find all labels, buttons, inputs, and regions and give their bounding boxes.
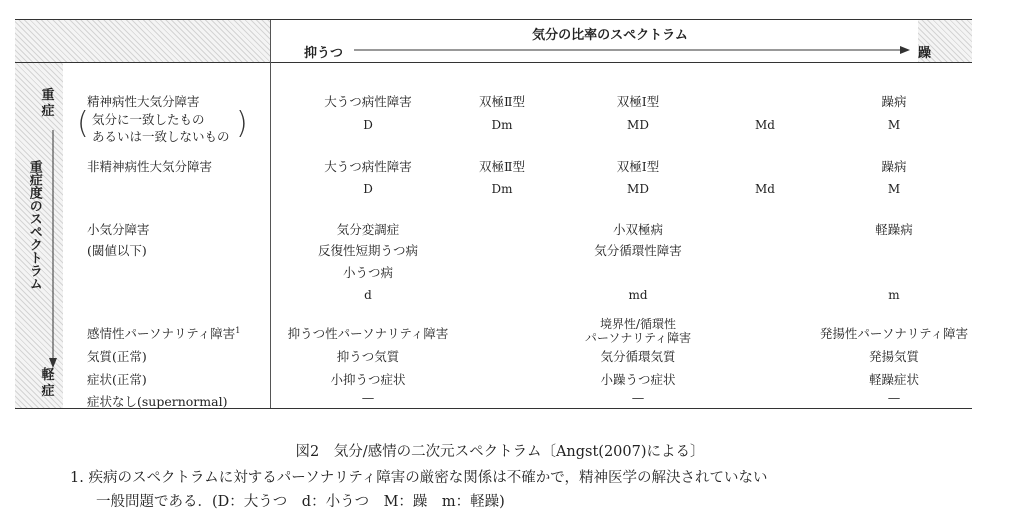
top-rule bbox=[15, 19, 972, 20]
psychotic-bp1: 双極Ⅰ型 bbox=[616, 94, 660, 109]
header-divider bbox=[270, 20, 271, 408]
minor-rbd: 反復性短期うつ病 bbox=[317, 243, 419, 258]
figure-caption: 図2 気分/感情の二次元スペクトラム〔Angst(2007)による〕 bbox=[295, 444, 705, 460]
minor-cyclothymia: 気分循環性障害 bbox=[594, 243, 682, 258]
nonpsychotic-code-D: D bbox=[363, 182, 373, 196]
minor-code-m: m bbox=[888, 288, 900, 302]
psychotic-code-M: M bbox=[887, 118, 901, 132]
row-minor-label: 小気分障害 bbox=[87, 222, 150, 237]
minor-bipolar: 小双極病 bbox=[612, 222, 664, 237]
minor-code-md: md bbox=[628, 288, 648, 302]
psychotic-mania: 躁病 bbox=[881, 94, 907, 109]
personality-borderline: 境界性/循環性 bbox=[599, 317, 677, 331]
header-right-label: 躁 bbox=[918, 46, 932, 61]
row-symptom-label: 症状(正常) bbox=[87, 372, 147, 387]
side-bottom-label: 軽症 bbox=[41, 368, 55, 399]
footnote-line-1: 1. 疾病のスペクトラムに対するパーソナリティ障害の厳密な関係は不確かで，精神医学の解決されていない bbox=[70, 470, 768, 486]
psychotic-mdd: 大うつ病性障害 bbox=[324, 94, 412, 109]
nonpsychotic-bp2: 双極Ⅱ型 bbox=[479, 159, 525, 174]
nonpsychotic-code-Dm: Dm bbox=[491, 182, 513, 196]
psychotic-code-MD: MD bbox=[627, 118, 649, 132]
row-psychotic-sub2: あるいは一致しないもの bbox=[92, 129, 230, 144]
temperament-hyperthymic: 発揚気質 bbox=[868, 349, 920, 364]
personality-depressive: 抑うつ性パーソナリティ障害 bbox=[287, 326, 449, 341]
psychotic-code-Dm: Dm bbox=[491, 118, 513, 132]
row-personality-label: 感情性パーソナリティ障害$^1$ bbox=[87, 325, 241, 341]
mood-arrow bbox=[352, 44, 912, 56]
minor-depression: 小うつ病 bbox=[342, 265, 394, 280]
nonpsychotic-mdd: 大うつ病性障害 bbox=[324, 159, 412, 174]
personality-hyperthymic: 発揚性パーソナリティ障害 bbox=[819, 326, 969, 341]
footnote-line-2: 一般問題である．(D：大うつ d：小うつ M：躁 m：軽躁) bbox=[96, 494, 505, 510]
personality-disorder: パーソナリティ障害 bbox=[584, 331, 692, 345]
row-psychotic-sub1: 気分に一致したもの bbox=[92, 112, 205, 127]
temperament-cyclothymic: 気分循環気質 bbox=[600, 349, 676, 364]
nonpsychotic-code-MD: MD bbox=[627, 182, 649, 196]
side-middle-label: 重症度のスペクトラム bbox=[26, 160, 42, 290]
none-right: — bbox=[887, 390, 901, 405]
psychotic-code-D: D bbox=[363, 118, 373, 132]
row-temperament-label: 気質(正常) bbox=[87, 349, 147, 364]
nonpsychotic-code-Md: Md bbox=[755, 182, 775, 196]
none-mid: — bbox=[631, 390, 645, 405]
severity-arrow bbox=[48, 130, 58, 370]
symptom-depressive: 小抑うつ症状 bbox=[330, 372, 406, 387]
footnote-marker: 1 bbox=[235, 325, 241, 335]
paren-right: ) bbox=[236, 106, 248, 141]
psychotic-bp2: 双極Ⅱ型 bbox=[479, 94, 525, 109]
spectrum-title: 気分の比率のスペクトラム bbox=[532, 28, 688, 43]
psychotic-code-Md: Md bbox=[755, 118, 775, 132]
temperament-depressive: 抑うつ気質 bbox=[336, 349, 400, 364]
nonpsychotic-mania: 躁病 bbox=[881, 159, 907, 174]
symptom-manic-depressive: 小躁うつ症状 bbox=[600, 372, 676, 387]
symptom-hypomanic: 軽躁症状 bbox=[868, 372, 920, 387]
row-none-label: 症状なし(supernormal) bbox=[87, 394, 228, 409]
nonpsychotic-bp1: 双極Ⅰ型 bbox=[616, 159, 660, 174]
header-left-hatch bbox=[15, 20, 270, 62]
paren-left: ( bbox=[77, 106, 89, 141]
row-nonpsychotic-label: 非精神病性大気分障害 bbox=[87, 159, 213, 174]
minor-hypomania: 軽躁病 bbox=[875, 222, 913, 237]
none-left: — bbox=[361, 390, 375, 405]
header-rule bbox=[15, 62, 972, 63]
minor-code-d: d bbox=[364, 288, 372, 302]
row-minor-sub: (閾値以下) bbox=[87, 243, 147, 258]
row-psychotic-label: 精神病性大気分障害 bbox=[87, 94, 200, 109]
header-left-label: 抑うつ bbox=[304, 46, 344, 61]
minor-dysthymia: 気分変調症 bbox=[336, 222, 400, 237]
side-top-label: 重症 bbox=[41, 88, 55, 119]
nonpsychotic-code-M: M bbox=[887, 182, 901, 196]
